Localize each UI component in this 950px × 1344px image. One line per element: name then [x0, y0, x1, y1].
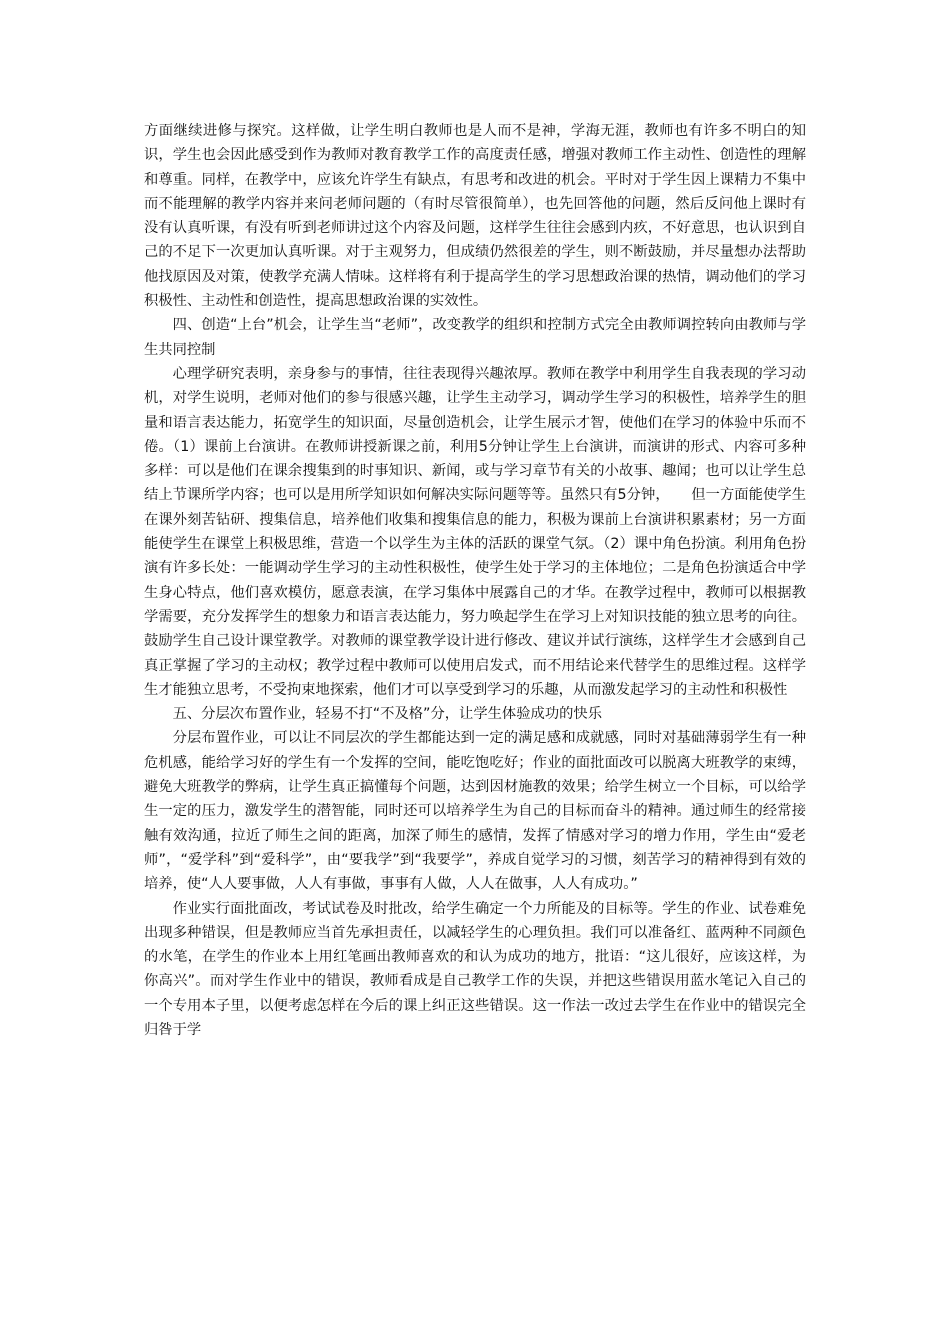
paragraph-body: 作业实行面批面改，考试试卷及时批改，给学生确定一个力所能及的目标等。学生的作业、试卷难免出现多种错误，但是教师应当首先承担责任，以减轻学生的心理负担。我们可以准备红、蓝两种不同颜色的水笔，在学生的作业本上用红笔画出教师喜欢的和认为成功的地方，批语：“这儿很好，应该这样，为你高兴”。而对学生作业中的错误，教师看成是自己教学工作的失误，并把这些错误用蓝水笔记入自己的一个专用本子里，以便考虑怎样在今后的课上纠正这些错误。这一作法一改过去学生在作业中的错误完全归咎于学 [144, 900, 806, 1038]
paragraph-continuation: 方面继续进修与探究。这样做，让学生明白教师也是人而不是神，学海无涯，教师也有许多不明白的知识，学生也会因此感受到作为教师对教育教学工作的高度责任感，增强对教师工作主动性、创造性的理解和尊重。同样，在教学中，应该允许学生有缺点，有思考和改进的机会。平时对于学生因上课精力不集中而不能理解的教学内容并来问老师问题的（有时尽管很简单），也先回答他的问题，然后反问他上课时有没有认真听课，有没有听到老师讲过这个内容及问题，这样学生往往会感到内疚，不好意思，也认识到自己的不足下一次更加认真听课。对于主观努力，但成绩仍然很差的学生，则不断鼓励，并尽量想办法帮助他找原因及对策，使教学充满人情味。这样将有利于提高学生的学习思想政治课的热情，调动他们的学习积极性、主动性和创造性，提高思想政治课的实效性。 [144, 123, 806, 310]
paragraph-body: 心理学研究表明，亲身参与的事情，往往表现得兴趣浓厚。教师在教学中利用学生自我表现的学习动机，对学生说明，老师对他们的参与很感兴趣，让学生主动学习，调动学生学习的积极性，培养学生的胆量和语言表达能力，拓宽学生的知识面，尽量创造机会，让学生展示才智，使他们在学习的体验中乐而不倦。（1）课前上台演讲。在教师讲授新课之前，利用5分钟让学生上台演讲，而演讲的形式、内容可多种多样：可以是他们在课余搜集到的时事知识、新闻，或与学习章节有关的小故事、趣闻；也可以让学生总结上节课所学内容；也可以是用所学知识如何解决实际问题等等。虽然只有5分钟， 但一方面能使学生在课外刻苦钻研、搜集信息，培养他们收集和搜集信息的能力，积极为课前上台演讲积累素材；另一方面能使学生在课堂上积极思维，营造一个以学生为主体的活跃的课堂气氛。（2）课中角色扮演。利用角色扮演有许多长处：一能调动学生学习的主动性积极性，使学生处于学习的主体地位；二是角色扮演适合中学生身心特点，他们喜欢模仿，愿意表演，在学习集体中展露自己的才华。在教学过程中，教师可以根据教学需要，充分发挥学生的想象力和语言表达能力，努力唤起学生在学习上对知识技能的独立思考的向往。鼓励学生自己设计课堂教学。对教师的课堂教学设计进行修改、建议并试行演练，这样学生才会感到自己真正掌握了学习的主动权；教学过程中教师可以使用启发式，而不用结论来代替学生的思维过程。这样学生才能独立思考，不受拘束地探索，他们才可以享受到学习的乐趣，从而激发起学习的主动性和积极性 [144, 365, 806, 698]
document-page [144, 119, 806, 1042]
paragraph-body: 分层布置作业，可以让不同层次的学生都能达到一定的满足感和成就感，同时对基础薄弱学生有一种危机感，能给学习好的学生有一个发挥的空间，能吃饱吃好；作业的面批面改可以脱离大班教学的束缚，避免大班教学的弊病，让学生真正搞懂每个问题，达到因材施教的效果；给学生树立一个目标，可以给学生一定的压力，激发学生的潜智能，同时还可以培养学生为自己的目标而奋斗的精神。通过师生的经常接触有效沟通，拉近了师生之间的距离，加深了师生的感情，发挥了情感对学习的增力作用，学生由“爱老师”，“爱学科”到“爱科学”，由“要我学”到“我要学”，养成自觉学习的习惯，刻苦学习的精神得到有效的培养，使“人人要事做，人人有事做，事事有人做，人人在做事，人人有成功。” [144, 730, 806, 893]
section-heading-four: 四、创造“上台”机会，让学生当“老师”，改变教学的组织和控制方式完全由教师调控转向由教师与学生共同控制 [144, 317, 806, 358]
section-heading-five: 五、分层次布置作业，轻易不打“不及格”分，让学生体验成功的快乐 [172, 706, 603, 723]
